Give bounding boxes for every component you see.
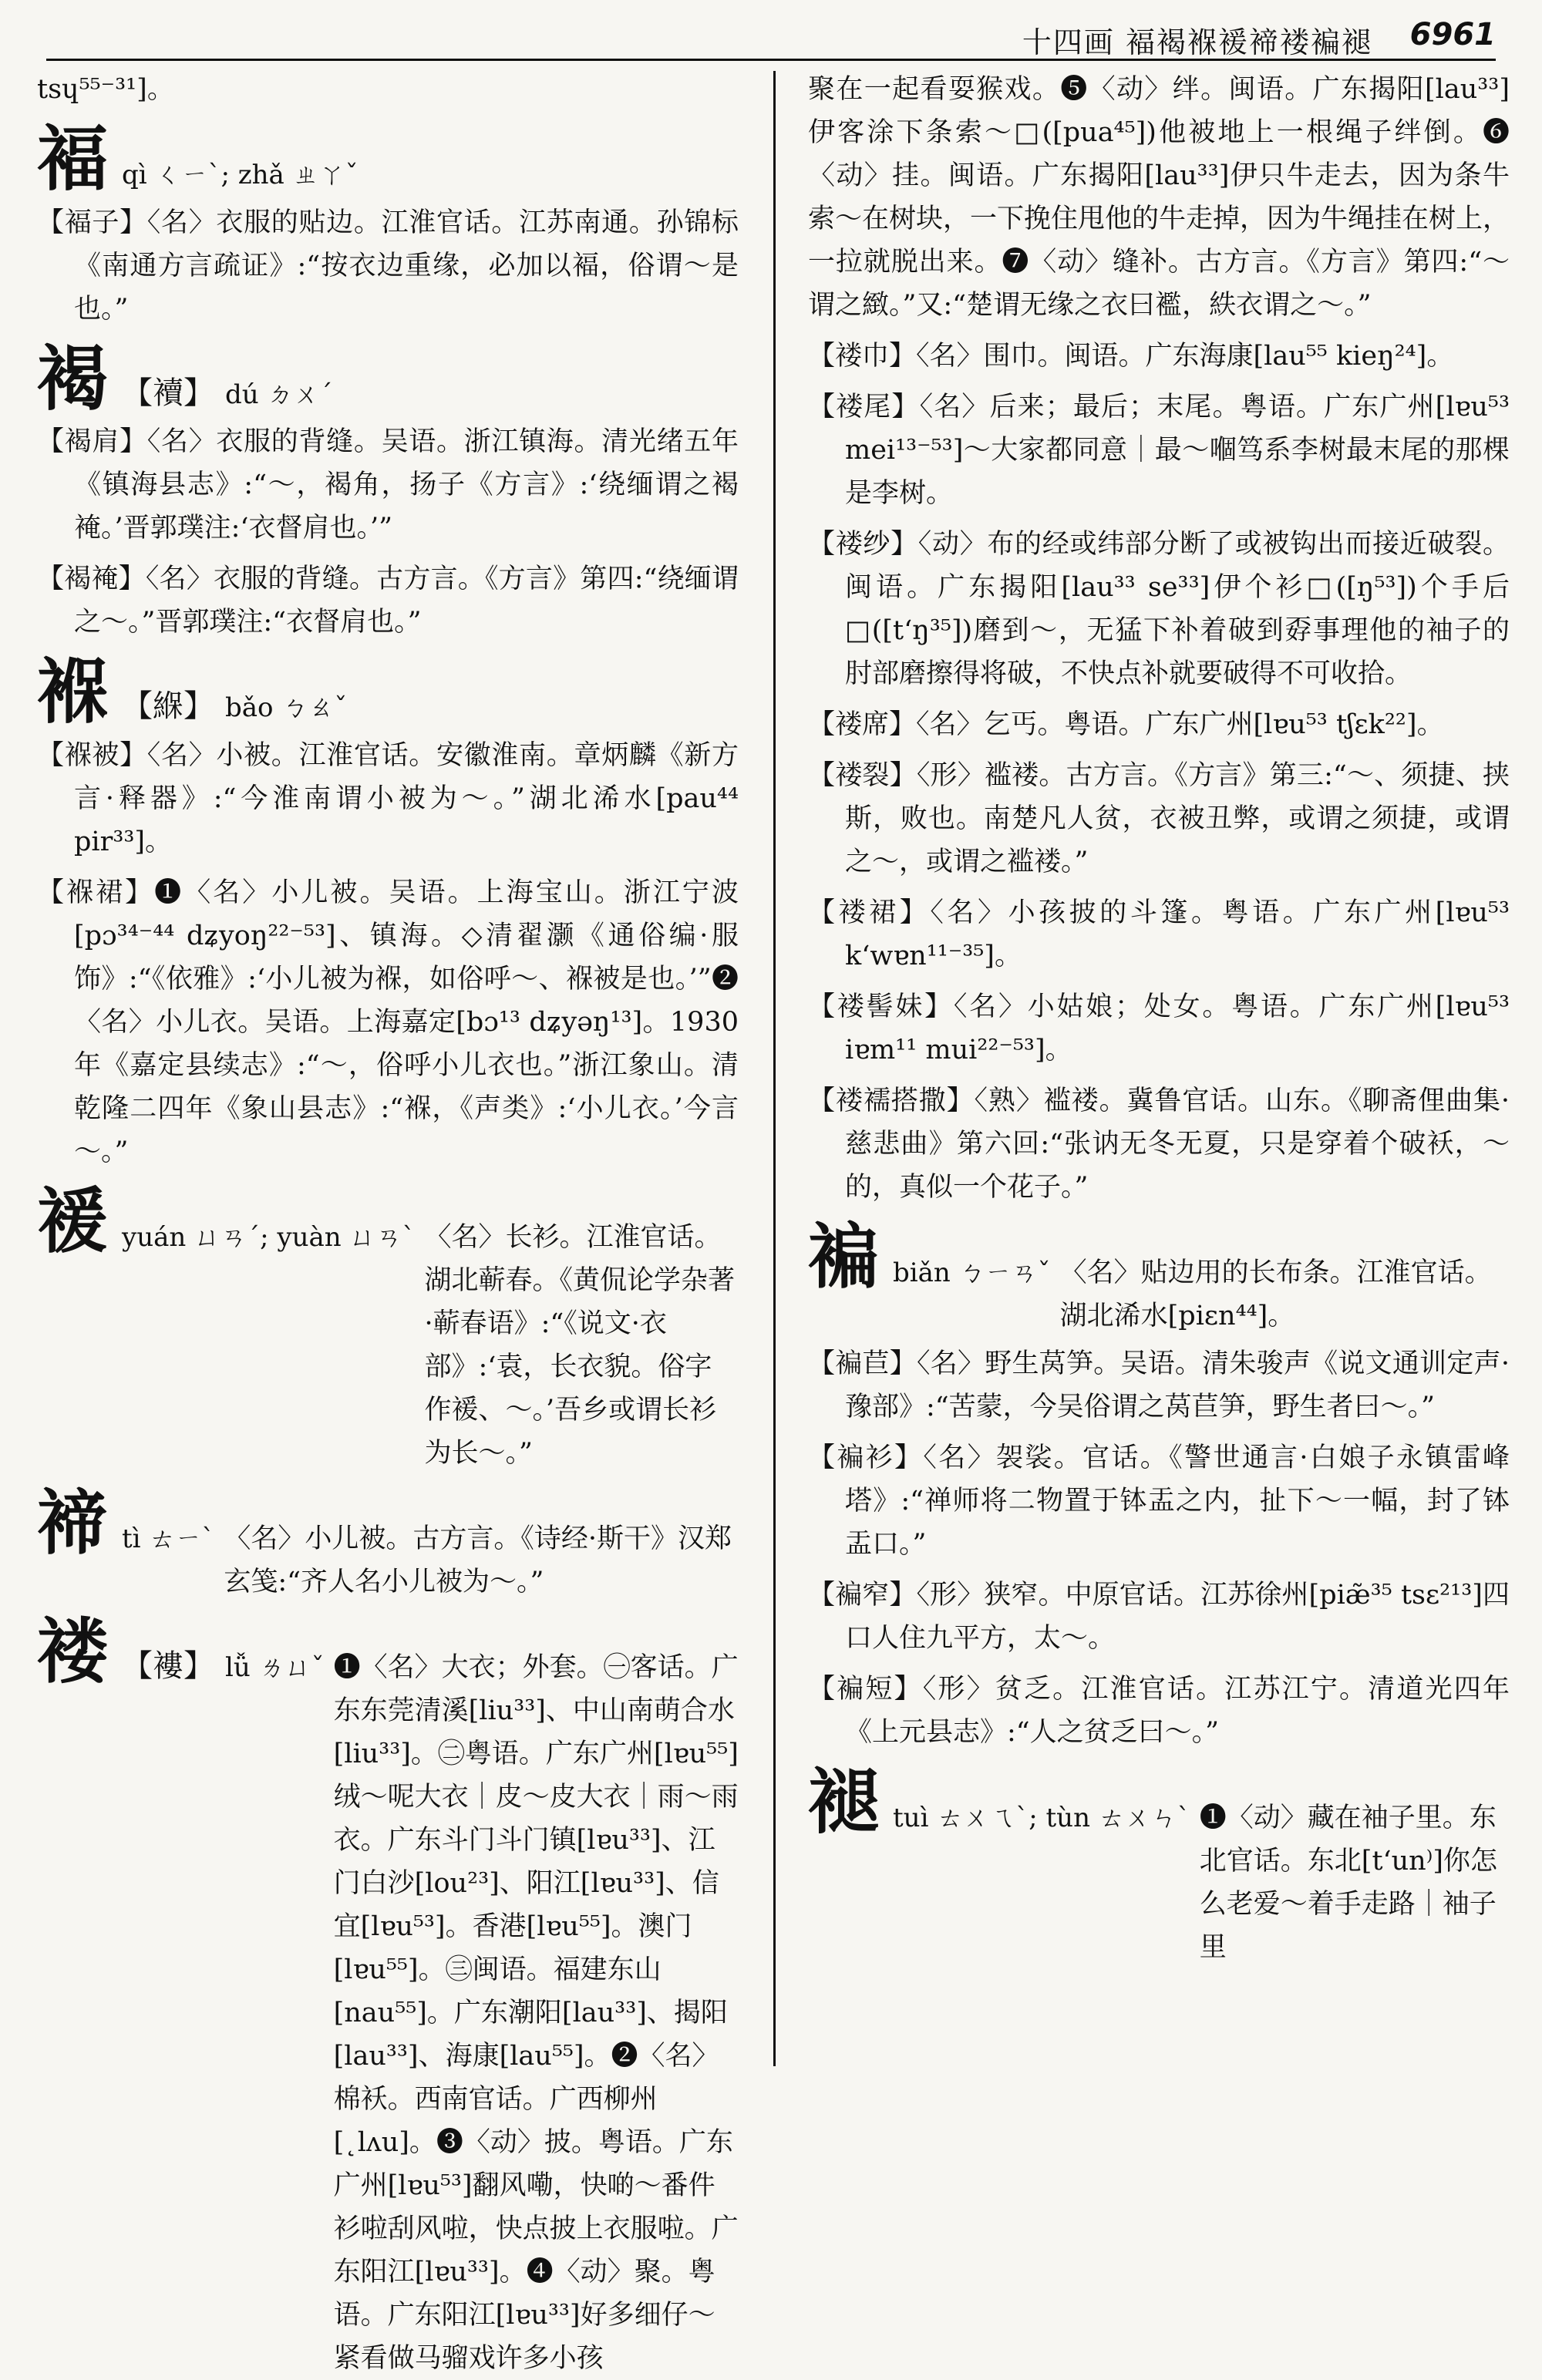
sub-entry-def: 〈名〉小被。江淮官话。安徽淮南。章炳麟《新方言·释器》:“今淮南谓小被为～。”湖北浠水[pau⁴⁴ pir³³]。 <box>74 739 739 857</box>
headword-entry <box>37 117 739 200</box>
sub-entry-term: 【褛巾】 <box>808 341 917 372</box>
headword-entry <box>37 1480 739 1604</box>
header-title: 十四画 褔褐褓褑褅褛褊褪 <box>1022 25 1372 59</box>
sub-entry-def: 〈动〉布的经或纬部分断了或被钩出而接近破裂。闽语。广东揭阳[lau³³ se³³]伊个衫□([ŋ⁵³])个手后□([t‘ŋ³⁵])磨到～，无猛下补着破到孬事理他的袖子的肘部磨擦得将破，不快点补就要破得不可收拾。 <box>845 529 1510 689</box>
headword-char: 褐 <box>37 336 109 420</box>
headword-pron: qì ㄑㄧˋ; zhǎ ㄓㄚˇ <box>122 160 359 190</box>
sub-entry-def: 〈名〉衣服的背缝。吴语。浙江镇海。清光绪五年《镇海县志》:“～，褐角，扬子《方言》:‘绕缅谓之褐裺。’晋郭璞注:‘衣督肩也。’” <box>74 426 739 544</box>
headword-def: 〈名〉小儿被。古方言。《诗经·斯干》汉郑玄笺:“齐人名小儿被为～。” <box>224 1523 732 1597</box>
sub-entry-def: 〈名〉小孩披的斗篷。粤语。广东广州[lɐu⁵³ k‘wɐn¹¹⁻³⁵]。 <box>845 897 1510 971</box>
sub-entry-def: 〈名〉乞丐。粤语。广东广州[lɐu⁵³ tʃɛk²²]。 <box>916 709 1444 740</box>
sub-entry-def: 〈名〉小姑娘；处女。粤语。广东广州[lɐu⁵³ iɐm¹¹ mui²²⁻⁵³]。 <box>845 991 1510 1065</box>
headword-def: 〈名〉长衫。江淮官话。湖北蕲春。《黄侃论学杂著·蕲春语》:“《说文·衣部》:‘袁，长衣貌。俗字作褑、～。’吾乡或谓长衫为长～。” <box>424 1221 735 1469</box>
sub-entry-term: 【褊窄】 <box>808 1580 917 1611</box>
sub-entry-def: 〈名〉野生莴笋。吴语。清朱骏声《说文通训定声·豫部》:“苦蒙，今吴俗谓之莴苣笋，野生者曰～。” <box>845 1348 1510 1422</box>
sub-entry <box>37 557 739 644</box>
headword-entry <box>37 336 739 420</box>
headword-variant: 【襩】 <box>122 375 215 411</box>
headword-entry <box>37 650 739 734</box>
continuation-text: tsɥ⁵⁵⁻³¹]。 <box>37 74 174 105</box>
sub-entry-term: 【褊苣】 <box>808 1348 917 1379</box>
sub-entry-term: 【褐裺】 <box>37 564 146 595</box>
headword-char: 褔 <box>37 117 109 200</box>
sub-entry <box>808 1436 1510 1566</box>
sub-entry <box>37 871 739 1173</box>
sub-entry <box>808 1668 1510 1754</box>
continuation-text: 聚在一起看耍猴戏。❺〈动〉绊。闽语。广东揭阳[lau³³]伊客涂下条索～□([pua⁴⁵])他被地上一根绳子绊倒。❻〈动〉挂。闽语。广东揭阳[lau³³]伊只牛走去，因为条牛索～在树块，一下挽住甩他的牛走掉，因为牛绳挂在树上，一拉就脱出来。❼〈动〉缝补。古方言。《方言》第四:“～谓之緻。”又:“楚谓无缘之衣曰襤，紩衣谓之～。” <box>808 74 1510 321</box>
sub-entry-def: 〈形〉狭窄。中原官话。江苏徐州[piæ̃³⁵ tsɛ²¹³]四口人住九平方，太～。 <box>845 1580 1510 1654</box>
sub-entry-term: 【褐肩】 <box>37 426 147 458</box>
sub-entry-term: 【褛纱】 <box>808 529 918 560</box>
headword-variant: 【褸】 <box>122 1648 215 1684</box>
sub-entry-term: 【褛髻妹】 <box>808 991 954 1022</box>
sub-entry <box>808 335 1510 378</box>
sub-entry <box>808 523 1510 695</box>
sub-entry-term: 【褓裙】 <box>37 877 155 908</box>
sub-entry-term: 【褛尾】 <box>808 392 920 422</box>
headword-char: 褓 <box>37 650 109 734</box>
sub-entry-def: 〈形〉贫乏。江淮官话。江苏江宁。清道光四年《上元县志》:“人之贫乏曰～。” <box>845 1674 1510 1748</box>
sub-entry <box>808 1574 1510 1660</box>
sub-entry-def: 〈名〉衣服的贴边。江淮官话。江苏南通。孙锦标《南通方言疏证》:“按衣边重缘，必加以褔，俗谓～是也。” <box>74 207 739 325</box>
sub-entry-def: 〈形〉褴褛。古方言。《方言》第三:“～、须捷、挟斯，败也。南楚凡人贫，衣被丑弊，或谓之须捷，或谓之～，或谓之褴褛。” <box>845 760 1510 877</box>
sub-entry-term: 【褛裙】 <box>808 897 931 928</box>
headword-char: 褊 <box>808 1215 880 1298</box>
sub-entry-term: 【褊短】 <box>808 1674 923 1705</box>
headword-pron: yuán ㄩㄢˊ; yuàn ㄩㄢˋ <box>122 1221 416 1253</box>
headword-entry <box>808 1760 1510 1969</box>
sub-entry <box>808 754 1510 884</box>
right-column <box>808 68 1510 2074</box>
headword-entry <box>37 1179 739 1475</box>
sub-entry <box>808 1079 1510 1209</box>
headword-pron: dú ㄉㄨˊ <box>225 379 333 410</box>
headword-entry <box>37 1609 739 2380</box>
headword-variant: 【緥】 <box>122 688 215 725</box>
page-number: 6961 <box>1409 17 1496 52</box>
sub-entry-def: 〈名〉衣服的背缝。古方言。《方言》第四:“绕缅谓之～。”晋郭璞注:“衣督肩也。” <box>74 564 739 638</box>
column-divider <box>773 71 776 2066</box>
sub-entry-def: ❶〈名〉小儿被。吴语。上海宝山。浙江宁波[pɔ³⁴⁻⁴⁴ dʑyoŋ²²⁻⁵³]、镇海。◇清翟灏《通俗编·服饰》:“《依雅》:‘小儿被为褓，如俗呼～、褓被是也。’”❷〈名〉小儿衣。吴语。上海嘉定[bɔ¹³ dʑyəŋ¹³]。1930年《嘉定县续志》:“～，俗呼小儿衣也。”浙江象山。清乾隆二四年《象山县志》:“褓，《声类》:‘小儿衣。’今言～。” <box>74 877 739 1167</box>
sub-entry <box>808 385 1510 515</box>
sub-entry-def: 〈名〉袈裟。官话。《警世通言·白娘子永镇雷峰塔》:“禅师将二物置于钵盂之内，扯下～一幅，封了钵盂口。” <box>845 1442 1510 1560</box>
sub-entry <box>808 703 1510 746</box>
sub-entry-term: 【褔子】 <box>37 207 147 238</box>
headword-def: ❶〈动〉藏在袖子里。东北官话。东北[t‘un⁾]你怎么老爱～着手走路｜袖子里 <box>1199 1803 1497 1963</box>
headword-def: ❶〈名〉大衣；外套。㊀客话。广东东莞清溪[liu³³]、中山南萌合水[liu³³]。㊁粤语。广东广州[lɐu⁵⁵]绒～呢大衣｜皮～皮大衣｜雨～雨衣。广东斗门斗门镇[lɐu³³]、江门白沙[lou²³]、阳江[lɐu³³]、信宜[lɐu⁵³]。香港[lɐu⁵⁵]。澳门[lɐu⁵⁵]。㊂闽语。福建东山[nau⁵⁵]。广东潮阳[lau³³]、揭阳[lau³³]、海康[lau⁵⁵]。❷〈名〉棉袄。西南官话。广西柳州[˛lʌu]。❸〈动〉披。粤语。广东广州[lɐu⁵³]翻风嘞，快啲～番件衫啦刮风啦，快点披上衣服啦。广东阳江[lɐu³³]。❹〈动〉聚。粤语。广东阳江[lɐu³³]好多细仔～紧看做马骝戏许多小孩 <box>333 1651 739 2374</box>
headword-pron: biǎn ㄅㄧㄢˇ <box>893 1257 1051 1288</box>
headword-char: 褑 <box>37 1179 109 1263</box>
sub-entry-term: 【褛襦搭撒】 <box>808 1086 975 1116</box>
sub-entry <box>808 891 1510 978</box>
sub-entry-term: 【褊衫】 <box>808 1442 924 1473</box>
headword-char: 褛 <box>37 1609 109 1693</box>
sub-entry-def: 〈熟〉褴褛。冀鲁官话。山东。《聊斋俚曲集·慈悲曲》第六回:“张讷无冬无夏，只是穿着个破袄，～的，真似一个花子。” <box>845 1086 1510 1203</box>
sub-entry-def: 〈名〉围巾。闽语。广东海康[lau⁵⁵ kieŋ²⁴]。 <box>916 341 1454 372</box>
sub-entry-term: 【褛席】 <box>808 709 917 740</box>
headword-def: 〈名〉贴边用的长布条。江淮官话。湖北浠水[piɛn⁴⁴]。 <box>1059 1257 1492 1331</box>
sub-entry <box>808 1342 1510 1429</box>
sub-entry <box>37 734 739 863</box>
sub-entry-def: 〈名〉后来；最后；末尾。粤语。广东广州[lɐu⁵³ mei¹³⁻⁵³]～大家都同意｜最～嗰笃系李树最末尾的那棵是李树。 <box>845 392 1510 509</box>
headword-entry <box>808 1215 1510 1338</box>
headword-char: 褅 <box>37 1480 109 1564</box>
sub-entry <box>808 985 1510 1072</box>
sub-entry <box>37 420 739 550</box>
left-column <box>37 68 739 2374</box>
headword-pron: bǎo ㄅㄠˇ <box>225 692 348 724</box>
sub-entry-term: 【褛裂】 <box>808 760 917 791</box>
headword-char: 褪 <box>808 1760 880 1843</box>
headword-pron: tì ㄊㄧˋ <box>122 1523 215 1554</box>
sub-entry-term: 【褓被】 <box>37 739 147 771</box>
headword-pron: lǚ ㄌㄩˇ <box>225 1651 325 1683</box>
headword-pron: tuì ㄊㄨㄟˋ; tùn ㄊㄨㄣˋ <box>893 1803 1190 1833</box>
page-header <box>46 14 1496 61</box>
sub-entry <box>37 201 739 331</box>
